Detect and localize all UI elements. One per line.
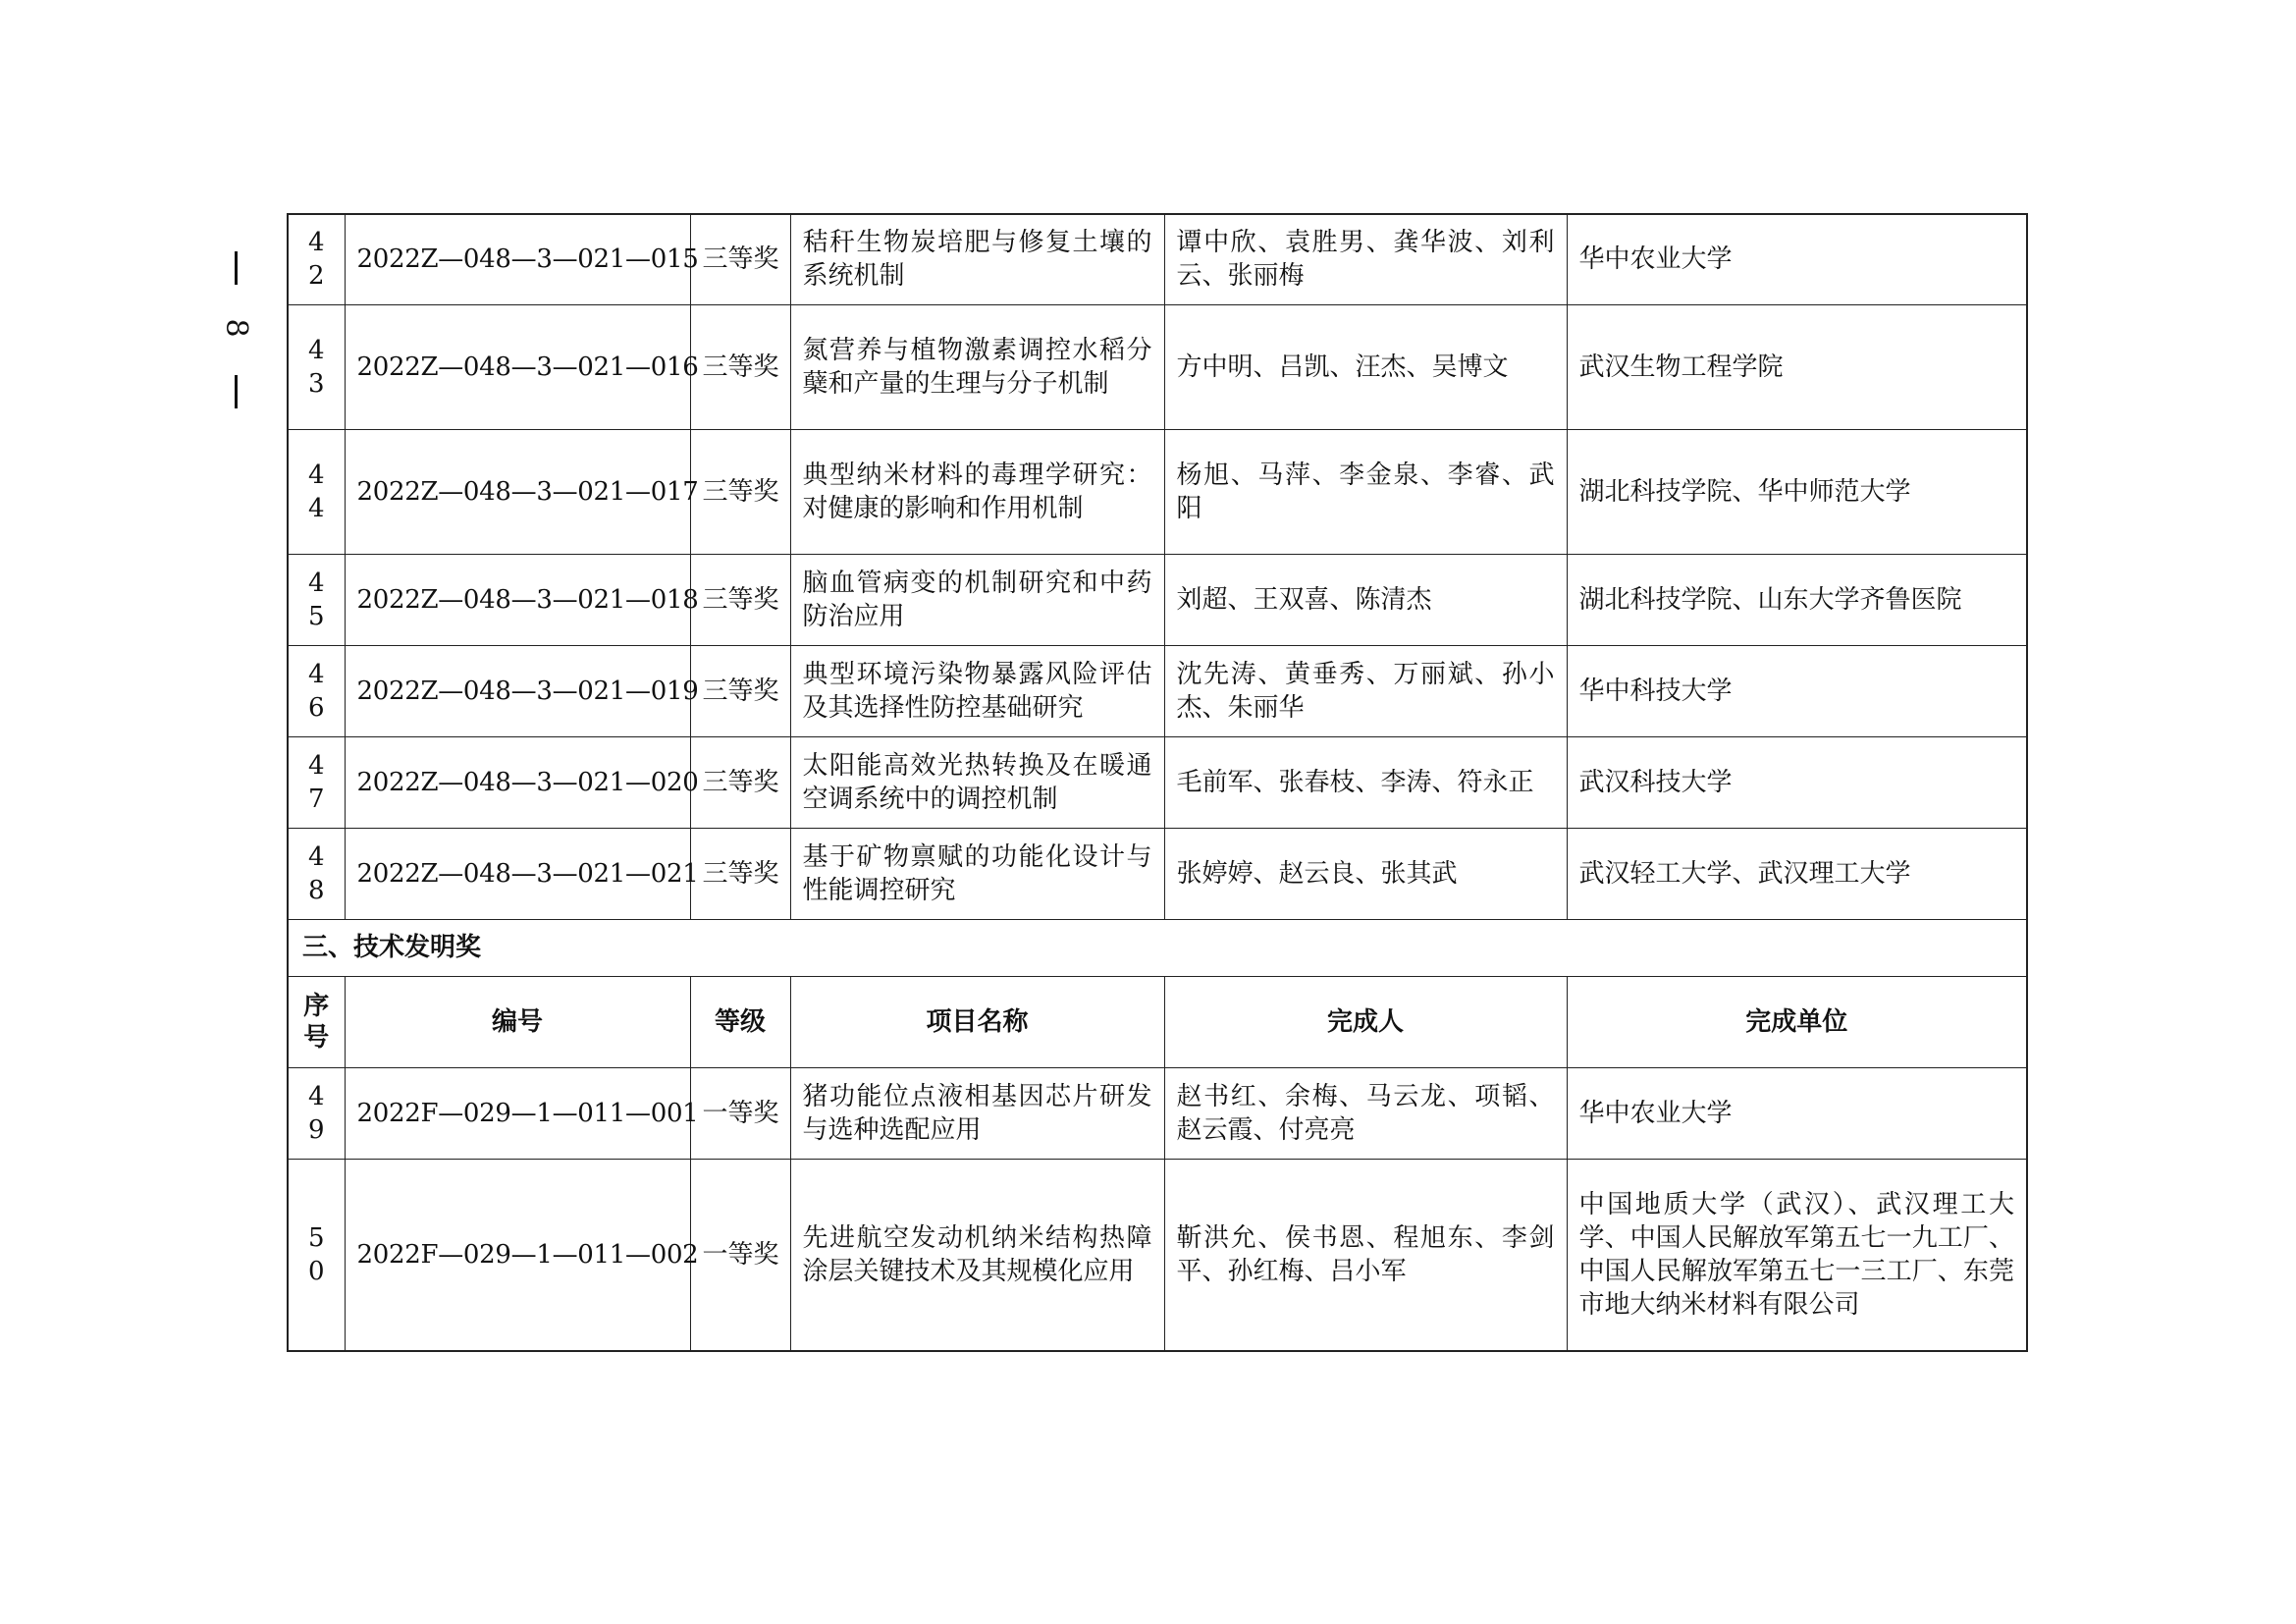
row-code: 2022Z—048—3—021—017 bbox=[345, 429, 690, 554]
page-number-value: 8 bbox=[219, 318, 253, 338]
row-grade: 三等奖 bbox=[690, 304, 790, 429]
row-index: 49 bbox=[288, 1067, 345, 1159]
row-title: 秸秆生物炭培肥与修复土壤的系统机制 bbox=[790, 214, 1164, 304]
table-row bbox=[288, 736, 2027, 828]
row-unit: 武汉轻工大学、武汉理工大学 bbox=[1567, 828, 2027, 919]
row-title: 典型环境污染物暴露风险评估及其选择性防控基础研究 bbox=[790, 645, 1164, 736]
table-row bbox=[288, 554, 2027, 645]
row-people: 毛前军、张春枝、李涛、符永正 bbox=[1164, 736, 1567, 828]
header-unit: 完成单位 bbox=[1567, 976, 2027, 1067]
row-code: 2022Z—048—3—021—015 bbox=[345, 214, 690, 304]
page-number-dash-bottom bbox=[235, 375, 238, 408]
table-row bbox=[288, 645, 2027, 736]
row-code: 2022F—029—1—011—001 bbox=[345, 1067, 690, 1159]
row-index: 48 bbox=[288, 828, 345, 919]
row-title: 基于矿物禀赋的功能化设计与性能调控研究 bbox=[790, 828, 1164, 919]
page-number-dash-top bbox=[235, 251, 238, 285]
header-code: 编号 bbox=[345, 976, 690, 1067]
row-index: 42 bbox=[288, 214, 345, 304]
row-unit: 华中科技大学 bbox=[1567, 645, 2027, 736]
table-header-row bbox=[288, 976, 2027, 1067]
row-unit: 湖北科技学院、山东大学齐鲁医院 bbox=[1567, 554, 2027, 645]
row-index: 47 bbox=[288, 736, 345, 828]
header-title: 项目名称 bbox=[790, 976, 1164, 1067]
row-title: 先进航空发动机纳米结构热障涂层关键技术及其规模化应用 bbox=[790, 1159, 1164, 1351]
table-row bbox=[288, 304, 2027, 429]
row-grade: 三等奖 bbox=[690, 828, 790, 919]
row-people: 杨旭、马萍、李金泉、李睿、武阳 bbox=[1164, 429, 1567, 554]
row-title: 氮营养与植物激素调控水稻分蘖和产量的生理与分子机制 bbox=[790, 304, 1164, 429]
header-people: 完成人 bbox=[1164, 976, 1567, 1067]
row-people: 沈先涛、黄垂秀、万丽斌、孙小杰、朱丽华 bbox=[1164, 645, 1567, 736]
row-unit: 中国地质大学（武汉）、武汉理工大学、中国人民解放军第五七一九工厂、中国人民解放军第五七一三工厂、东莞市地大纳米材料有限公司 bbox=[1567, 1159, 2027, 1351]
table-row bbox=[288, 429, 2027, 554]
row-index: 45 bbox=[288, 554, 345, 645]
row-index: 50 bbox=[288, 1159, 345, 1351]
row-unit: 武汉生物工程学院 bbox=[1567, 304, 2027, 429]
row-people: 张婷婷、赵云良、张其武 bbox=[1164, 828, 1567, 919]
row-title: 猪功能位点液相基因芯片研发与选种选配应用 bbox=[790, 1067, 1164, 1159]
section-title: 三、技术发明奖 bbox=[288, 919, 2027, 976]
row-title: 脑血管病变的机制研究和中药防治应用 bbox=[790, 554, 1164, 645]
row-people: 靳洪允、侯书恩、程旭东、李剑平、孙红梅、吕小军 bbox=[1164, 1159, 1567, 1351]
row-title: 太阳能高效光热转换及在暖通空调系统中的调控机制 bbox=[790, 736, 1164, 828]
page-number bbox=[206, 245, 265, 412]
row-grade: 三等奖 bbox=[690, 736, 790, 828]
row-people: 谭中欣、袁胜男、龚华波、刘利云、张丽梅 bbox=[1164, 214, 1567, 304]
row-grade: 三等奖 bbox=[690, 554, 790, 645]
row-people: 刘超、王双喜、陈清杰 bbox=[1164, 554, 1567, 645]
awards-table bbox=[287, 213, 2028, 1352]
row-unit: 华中农业大学 bbox=[1567, 214, 2027, 304]
table-row bbox=[288, 1159, 2027, 1351]
row-title: 典型纳米材料的毒理学研究：对健康的影响和作用机制 bbox=[790, 429, 1164, 554]
row-index: 44 bbox=[288, 429, 345, 554]
row-code: 2022Z—048—3—021—016 bbox=[345, 304, 690, 429]
row-unit: 华中农业大学 bbox=[1567, 1067, 2027, 1159]
row-code: 2022Z—048—3—021—020 bbox=[345, 736, 690, 828]
table-row bbox=[288, 214, 2027, 304]
row-code: 2022F—029—1—011—002 bbox=[345, 1159, 690, 1351]
row-code: 2022Z—048—3—021—021 bbox=[345, 828, 690, 919]
section-heading-row bbox=[288, 919, 2027, 976]
table-row bbox=[288, 1067, 2027, 1159]
header-grade: 等级 bbox=[690, 976, 790, 1067]
row-unit: 湖北科技学院、华中师范大学 bbox=[1567, 429, 2027, 554]
row-code: 2022Z—048—3—021—019 bbox=[345, 645, 690, 736]
row-grade: 三等奖 bbox=[690, 645, 790, 736]
row-code: 2022Z—048—3—021—018 bbox=[345, 554, 690, 645]
header-index: 序号 bbox=[288, 976, 345, 1067]
row-grade: 一等奖 bbox=[690, 1067, 790, 1159]
row-grade: 三等奖 bbox=[690, 214, 790, 304]
table-row bbox=[288, 828, 2027, 919]
row-unit: 武汉科技大学 bbox=[1567, 736, 2027, 828]
row-people: 方中明、吕凯、汪杰、吴博文 bbox=[1164, 304, 1567, 429]
row-people: 赵书红、余梅、马云龙、项韬、赵云霞、付亮亮 bbox=[1164, 1067, 1567, 1159]
row-index: 46 bbox=[288, 645, 345, 736]
row-index: 43 bbox=[288, 304, 345, 429]
row-grade: 一等奖 bbox=[690, 1159, 790, 1351]
row-grade: 三等奖 bbox=[690, 429, 790, 554]
